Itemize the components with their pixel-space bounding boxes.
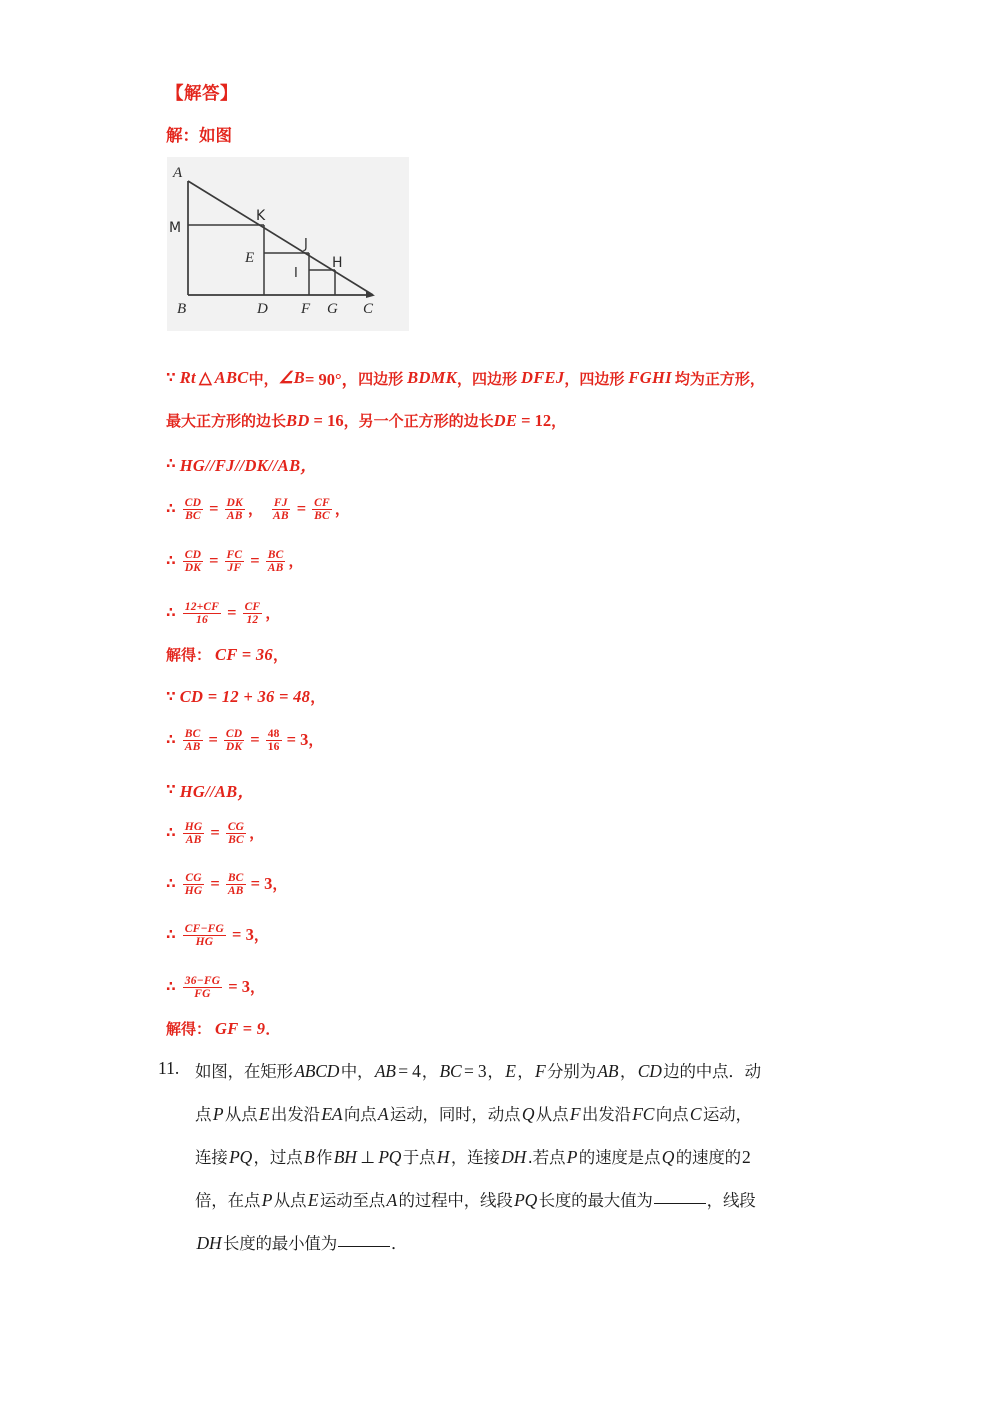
solution-line-11 <box>166 820 264 845</box>
fraction-numerator: BC <box>227 872 244 884</box>
fraction-numerator: CD <box>184 497 202 509</box>
parallel-statement-1: HG//FJ//DK//AB， <box>179 456 318 475</box>
therefore-symbol: ∴ <box>166 926 176 943</box>
seg-comma-14: ， <box>253 926 269 945</box>
fraction-denominator: DK <box>225 741 243 754</box>
solve-label: 解得： <box>166 1020 212 1038</box>
seg-de: DE <box>493 410 518 430</box>
solution-line-2 <box>166 410 566 431</box>
p11-text: ， <box>517 1062 534 1081</box>
fraction-dk-ab <box>225 497 245 522</box>
p11-var-c: C <box>689 1104 702 1124</box>
therefore-symbol: ∴ <box>166 978 176 995</box>
fraction-denominator: JF <box>227 562 242 575</box>
p11-var-bh: BH <box>333 1147 357 1167</box>
fraction-cf-bc <box>312 497 332 522</box>
triangle-squares-diagram <box>167 157 409 331</box>
geometry-figure <box>167 157 409 331</box>
fraction-denominator: AB <box>184 741 201 754</box>
solution-line-12 <box>166 871 287 896</box>
p11-text: ， <box>421 1062 439 1081</box>
p11-text: 向点 <box>343 1105 377 1124</box>
parallel-statement-2: HG//AB， <box>179 782 255 801</box>
p11-text: 向点 <box>655 1105 689 1124</box>
equals-sign: = <box>210 822 220 842</box>
seg-bdmk: BDMK <box>407 368 457 387</box>
equals-sign: = <box>209 498 219 518</box>
figure-label-I: I <box>294 266 298 281</box>
seg-comma-15: ， <box>249 978 265 997</box>
solution-line-6 <box>166 600 280 625</box>
fraction-numerator: DK <box>226 497 243 509</box>
p11-var-p: P <box>261 1190 273 1210</box>
p11-text: 从点 <box>535 1105 569 1124</box>
seg-comma-9: ， <box>272 646 288 664</box>
seg-comma-2: ， <box>564 369 580 388</box>
fraction-numerator: FC <box>226 549 243 561</box>
fraction-denominator: AB <box>272 510 289 523</box>
seg-eq-90: = 90°， <box>305 370 359 389</box>
fraction-numerator: HG <box>184 821 203 833</box>
fraction-denominator: 16 <box>196 614 208 627</box>
because-symbol: ∵ <box>166 782 176 798</box>
figure-label-F: F <box>301 301 311 317</box>
p11-var-pq2: PQ <box>378 1147 402 1167</box>
figure-label-M: M <box>169 220 182 236</box>
fraction-hg-ab <box>183 821 205 846</box>
problem-11-line-2 <box>195 1101 752 1125</box>
seg-comma-8: ， <box>265 604 281 623</box>
p11-text: 作 <box>315 1148 333 1167</box>
answer-blank-dh[interactable] <box>338 1246 390 1247</box>
p11-text: 从点 <box>273 1191 307 1210</box>
p11-var-q2: Q <box>661 1147 675 1167</box>
therefore-symbol: ∴ <box>166 604 176 621</box>
fraction-denominator: BC <box>185 510 201 523</box>
fraction-numerator: CF <box>314 497 330 509</box>
p11-var-pq: PQ <box>229 1147 253 1167</box>
p11-text: 从点 <box>224 1105 258 1124</box>
problem-11-line-3 <box>195 1144 752 1168</box>
p11-var-pq: PQ <box>514 1190 538 1210</box>
fraction-cg-bc <box>226 821 246 846</box>
cf-value: CF = 36 <box>215 644 273 664</box>
figure-label-J: J <box>304 237 308 252</box>
seg-angle-b: ∠B <box>278 368 305 387</box>
p11-text: 运动至点 <box>319 1191 386 1210</box>
p11-var-abcd: ABCD <box>294 1061 340 1081</box>
solution-line-8 <box>166 686 325 707</box>
p11-text: 分别为 <box>547 1062 596 1081</box>
seg-comma-13: ， <box>272 875 288 894</box>
p11-var-bc: BC <box>439 1061 462 1081</box>
p11-text: 出发沿 <box>270 1105 320 1124</box>
fraction-cd-dk <box>183 549 203 574</box>
fraction-denominator: BC <box>228 834 244 847</box>
seg-comma-3: ， <box>343 412 359 430</box>
ratio-value: = 3 <box>232 924 254 944</box>
p11-text: ， <box>487 1062 504 1081</box>
equals-sign: = <box>208 729 218 749</box>
therefore-symbol: ∴ <box>166 731 176 748</box>
p11-num-2: 2 <box>741 1147 751 1167</box>
p11-text: 倍，在点 <box>195 1191 261 1210</box>
seg-rt: Rt <box>179 368 196 387</box>
equals-sign: = <box>296 498 307 518</box>
p11-var-ab: AB <box>374 1061 396 1081</box>
p11-var-f: F <box>535 1061 546 1081</box>
seg-comma-5: ， <box>247 500 263 519</box>
fraction-denominator: FG <box>194 988 211 1001</box>
fraction-12pluscf-16 <box>183 601 221 626</box>
solution-line-5 <box>166 548 303 573</box>
p11-text: 点 <box>195 1105 212 1124</box>
fraction-bc-ab <box>226 872 246 897</box>
solution-line-13 <box>166 922 269 947</box>
fraction-bc-ab <box>266 549 286 574</box>
seg-fghi: FGHI <box>628 368 672 387</box>
seg-comma-10: ， <box>310 688 326 706</box>
p11-text: 中， <box>340 1062 374 1081</box>
therefore-symbol: ∴ <box>166 500 176 517</box>
p11-text: ， <box>619 1062 637 1081</box>
because-symbol: ∵ <box>166 688 176 705</box>
p11-var-ea: EA <box>321 1104 343 1124</box>
equals-sign: = <box>250 550 260 570</box>
fraction-cd-dk <box>224 728 244 753</box>
seg-comma-1: ， <box>456 369 472 388</box>
ratio-value: = 3 <box>228 976 250 996</box>
fraction-denominator: HG <box>195 936 214 949</box>
seg-comma-11: ， <box>308 731 324 750</box>
figure-label-E: E <box>245 250 255 266</box>
problem-11-line-1 <box>195 1058 761 1082</box>
problem-11-line-5 <box>195 1230 407 1254</box>
problem-11-line-4 <box>195 1187 756 1211</box>
p11-var-fc: FC <box>632 1104 655 1124</box>
p11-var-a: A <box>386 1190 398 1210</box>
gf-value: GF = 9 <box>215 1018 266 1038</box>
cd-value: CD = 12 + 36 = 48 <box>179 686 311 706</box>
p11-var-b: B <box>303 1147 315 1167</box>
p11-text: ，过点 <box>253 1148 303 1167</box>
fraction-numerator: CD <box>184 549 202 561</box>
p11-eq-4: = 4 <box>398 1061 421 1081</box>
solution-label: 解：如图 <box>166 126 232 145</box>
equals-sign: = <box>210 873 220 893</box>
seg-comma-12: ， <box>249 824 265 843</box>
solution-line-9 <box>166 727 323 752</box>
solution-line-10 <box>166 778 254 802</box>
p11-text: ，线段 <box>706 1191 756 1210</box>
fraction-denominator: 16 <box>267 741 280 754</box>
solution-line-7 <box>166 644 288 665</box>
p11-var-e: E <box>258 1104 270 1124</box>
fraction-numerator: CF <box>244 601 261 613</box>
figure-label-D: D <box>257 301 268 317</box>
answer-section-heading: 【解答】 <box>166 84 238 104</box>
p11-text: .若点 <box>527 1148 566 1167</box>
figure-label-B: B <box>177 301 187 317</box>
p11-text: 如图，在矩形 <box>195 1062 293 1081</box>
p11-var-dh: DH <box>501 1147 527 1167</box>
p11-text: ，连接 <box>450 1148 500 1167</box>
fraction-denominator: AB <box>226 510 243 523</box>
fraction-36minusfg-fg <box>183 975 222 1000</box>
p11-text: 长度的最小值为 <box>222 1234 337 1253</box>
p11-text: 运动，同时，动点 <box>389 1105 521 1124</box>
fraction-denominator: BC <box>314 510 330 523</box>
p11-var-ab2: AB <box>597 1061 619 1081</box>
fraction-denominator: HG <box>184 885 203 898</box>
therefore-symbol: ∴ <box>166 456 176 472</box>
figure-label-A: A <box>173 165 183 181</box>
fraction-cfminusfg-hg <box>183 923 226 948</box>
p11-var-p: P <box>212 1104 224 1124</box>
therefore-symbol: ∴ <box>166 824 176 841</box>
p11-var-a: A <box>377 1104 389 1124</box>
p11-text: 运动， <box>702 1105 752 1124</box>
p11-text: 的速度是点 <box>578 1148 661 1167</box>
figure-label-K: K <box>256 208 266 224</box>
p11-text: 的过程中，线段 <box>398 1191 513 1210</box>
fraction-numerator: BC <box>267 549 284 561</box>
fraction-fc-jf <box>225 549 245 574</box>
seg-eq-16: = 16 <box>313 410 344 430</box>
seg-comma-7: ， <box>288 552 304 571</box>
seg-eq-12: = 12 <box>521 410 552 430</box>
p11-text: 连接 <box>195 1148 228 1167</box>
seg-comma-6: ， <box>334 500 350 519</box>
perpendicular-symbol: ⊥ <box>360 1148 375 1167</box>
fraction-numerator: FJ <box>273 497 288 509</box>
equals-sign: = <box>250 729 260 749</box>
equals-sign: = <box>209 550 219 570</box>
p11-text: 的速度的 <box>675 1148 741 1167</box>
equals-sign: = <box>227 602 237 622</box>
solution-line-15 <box>166 1018 280 1039</box>
seg-bd: BD <box>286 410 310 430</box>
fraction-numerator: 36−FG <box>184 975 221 987</box>
fraction-numerator: CF−FG <box>184 923 225 935</box>
triangle-symbol: △ <box>198 368 212 387</box>
largest-square-text: 最大正方形的边长 <box>166 412 287 430</box>
p11-var-h: H <box>436 1147 450 1167</box>
figure-label-C: C <box>363 301 374 317</box>
p11-var-f2: F <box>569 1104 581 1124</box>
ratio-value: = 3 <box>286 729 309 749</box>
fraction-denominator: AB <box>267 562 284 575</box>
seg-quad-3: 四边形 <box>579 369 625 388</box>
p11-text: ． <box>391 1234 408 1253</box>
solution-line-3 <box>166 452 317 476</box>
p11-var-e: E <box>307 1190 319 1210</box>
because-symbol: ∵ <box>166 370 176 386</box>
fraction-bc-ab <box>183 728 203 753</box>
p11-var-cd: CD <box>637 1061 662 1081</box>
ratio-value: = 3 <box>250 873 273 893</box>
p11-text: 边的中点．动 <box>663 1062 761 1081</box>
fraction-48-16 <box>266 728 282 753</box>
fraction-numerator: CD <box>225 728 243 740</box>
fraction-numerator: CG <box>227 821 245 833</box>
fraction-denominator: DK <box>184 562 202 575</box>
fraction-denominator: AB <box>227 885 244 898</box>
p11-text: 出发沿 <box>581 1105 631 1124</box>
fraction-numerator: CG <box>185 872 202 884</box>
seg-dfej: DFEJ <box>521 368 565 387</box>
figure-label-H: H <box>332 255 343 271</box>
seg-quad-2: 四边形 <box>471 369 517 388</box>
solution-line-4 <box>166 496 350 521</box>
therefore-symbol: ∴ <box>166 552 176 569</box>
p11-var-p2: P <box>566 1147 578 1167</box>
therefore-symbol: ∴ <box>166 875 176 892</box>
other-square-text: 另一个正方形的边长 <box>358 412 494 430</box>
seg-quad-1: 四边形 <box>358 369 404 388</box>
fraction-cf-12 <box>243 601 263 626</box>
solve-label: 解得： <box>166 646 212 664</box>
fraction-denominator: 12 <box>246 614 259 627</box>
p11-var-q: Q <box>521 1104 535 1124</box>
fraction-denominator: AB <box>185 834 202 847</box>
fraction-cd-bc <box>183 497 203 522</box>
seg-abc: ABC <box>214 368 249 387</box>
seg-comma-4: ， <box>551 412 567 430</box>
solution-line-1 <box>166 366 765 390</box>
fraction-numerator: 48 <box>267 728 280 740</box>
p11-text: 于点 <box>402 1148 436 1167</box>
p11-var-dh: DH <box>196 1233 222 1253</box>
period-mark: ． <box>265 1020 281 1038</box>
fraction-numerator: BC <box>184 728 201 740</box>
p11-var-e: E <box>505 1061 516 1081</box>
seg-tail-1: 均为正方形， <box>674 369 765 388</box>
answer-blank-pq[interactable] <box>654 1203 706 1204</box>
figure-label-G: G <box>327 301 338 317</box>
fraction-fj-ab <box>271 497 291 522</box>
fraction-cg-hg <box>183 872 205 897</box>
solution-line-14 <box>166 974 265 999</box>
p11-text: 长度的最大值为 <box>538 1191 653 1210</box>
seg-zhong: 中， <box>248 369 279 388</box>
p11-eq-3: = 3 <box>463 1061 487 1081</box>
problem-number: 11. <box>158 1058 180 1078</box>
fraction-numerator: 12+CF <box>184 601 220 613</box>
